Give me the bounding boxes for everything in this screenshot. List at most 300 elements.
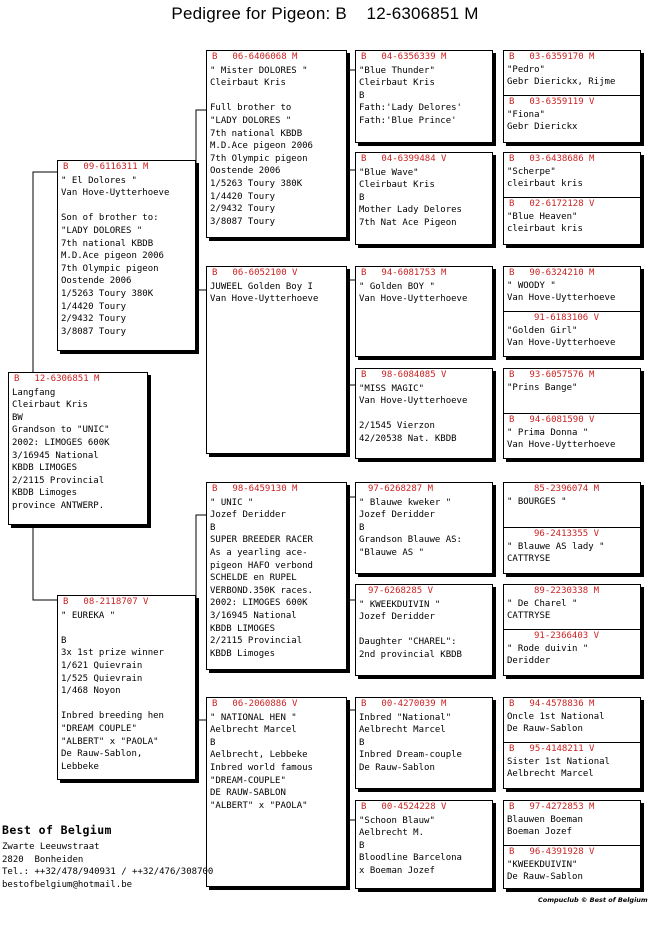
ring-number: 93-6057576 M xyxy=(529,370,595,380)
card-header xyxy=(210,483,343,496)
detail-line: 1/621 Quievrain xyxy=(61,660,143,671)
card-header xyxy=(507,630,637,643)
pair-top[interactable] xyxy=(507,369,637,413)
detail-line: KBDB Limoges xyxy=(210,648,276,659)
pigeon-card-gen4[interactable] xyxy=(355,482,493,574)
ring-number: 97-6268287 M xyxy=(368,484,434,494)
detail-line: Aelbrecht Marcel xyxy=(210,725,297,736)
detail-line: BW xyxy=(12,412,23,423)
connector-line xyxy=(196,168,206,290)
connector-line xyxy=(347,290,355,385)
sex-label: B xyxy=(212,268,218,278)
detail-line: Inbred Dream-couple xyxy=(359,750,462,761)
ring-number: 06-2060886 V xyxy=(232,699,298,709)
detail-line: VERBOND.350K races. xyxy=(210,585,313,596)
software-credit: Compuclub © Best of Belgium xyxy=(538,896,648,904)
detail-line: De Rauw-Sablon xyxy=(507,872,583,883)
ring-number: 94-4578836 M xyxy=(529,699,595,709)
card-header xyxy=(507,369,637,382)
detail-line: Aelbrecht Marcel xyxy=(507,769,594,780)
detail-line: " Rode duivin " xyxy=(507,643,589,654)
detail-line: 2/9432 Toury xyxy=(61,314,127,325)
pair-top[interactable] xyxy=(507,153,637,197)
pair-bottom[interactable] xyxy=(504,413,640,452)
pigeon-card-main[interactable] xyxy=(8,372,148,525)
detail-line: B xyxy=(359,90,365,101)
connector-line xyxy=(196,600,206,720)
ring-number: 06-6406068 M xyxy=(232,52,298,62)
detail-line: 7th national KBDB xyxy=(210,128,303,139)
detail-line: "DREAM COUPLE" xyxy=(61,723,137,734)
detail-line: Bloodline Barcelona xyxy=(359,853,462,864)
card-header xyxy=(359,153,489,166)
connector-line xyxy=(347,515,355,600)
detail-line: Gebr Dierickx, Rijme xyxy=(507,77,616,88)
detail-line: " KWEEKDUIVIN " xyxy=(359,599,441,610)
detail-line: 3/16945 National xyxy=(12,450,99,461)
pair-bottom[interactable] xyxy=(504,95,640,134)
detail-line: "Schoon Blauw" xyxy=(359,815,435,826)
sex-label: B xyxy=(509,199,515,209)
ring-number: 96-4391928 V xyxy=(529,847,595,857)
ring-number: 03-6438686 M xyxy=(529,154,595,164)
detail-line: 7th Olympic pigeon xyxy=(210,153,308,164)
connector-line xyxy=(347,720,355,820)
detail-line: Fath:'Blue Prince' xyxy=(359,115,457,126)
detail-line xyxy=(61,622,192,635)
card-details xyxy=(359,382,489,446)
detail-line: pigeon HAFO verbond xyxy=(210,560,313,571)
detail-line: 3/8087 Toury xyxy=(210,216,276,227)
pigeon-card-gen4[interactable] xyxy=(355,152,493,245)
detail-line: M.D.Ace pigeon 2006 xyxy=(210,141,313,152)
pigeon-pair-card[interactable] xyxy=(503,266,641,357)
detail-line: Van Hove-Uytterhoeve xyxy=(507,293,616,304)
card-header xyxy=(12,373,144,386)
detail-line: 7th Olympic pigeon xyxy=(61,263,159,274)
detail-line: B xyxy=(210,737,216,748)
detail-line: Cleirbaut Kris xyxy=(210,78,286,89)
detail-line: Inbred breeding hen xyxy=(61,711,164,722)
card-header xyxy=(210,698,343,711)
detail-line: " Golden BOY " xyxy=(359,281,435,292)
detail-line: Van Hove-Uytterhoeve xyxy=(507,338,616,349)
sex-label: B xyxy=(361,52,367,62)
pair-bottom[interactable] xyxy=(504,311,640,350)
detail-line: SCHELDE en RUPEL xyxy=(210,573,297,584)
detail-line: "Fiona" xyxy=(507,109,545,120)
detail-line: "LADY DOLORES " xyxy=(61,225,143,236)
pigeon-card-gen4[interactable] xyxy=(355,50,493,143)
detail-line: M.D.Ace pigeon 2006 xyxy=(61,251,164,262)
card-header xyxy=(507,528,637,541)
pigeon-card-gen4[interactable] xyxy=(355,584,493,676)
detail-line: "ALBERT" x "PAOLA" xyxy=(210,800,308,811)
detail-line: Full brother to xyxy=(210,103,292,114)
detail-line: SUPER BREEDER RACER xyxy=(210,535,313,546)
card-header xyxy=(507,198,637,211)
sex-label: B xyxy=(509,97,515,107)
pigeon-pair-card[interactable] xyxy=(503,800,641,889)
card-details xyxy=(359,814,489,878)
detail-line: Jozef Deridder xyxy=(359,612,435,623)
pigeon-card-fm[interactable] xyxy=(206,266,347,454)
detail-line: "Blue Thunder" xyxy=(359,65,435,76)
page-title: Pedigree for Pigeon: B 12-6306851 M xyxy=(171,4,479,23)
detail-line: "Blauwe AS " xyxy=(359,547,425,558)
pigeon-card-gen4[interactable] xyxy=(355,266,493,357)
sex-label: B xyxy=(361,370,367,380)
detail-line: B xyxy=(359,192,365,203)
address-street: Zwarte Leeuwstraat xyxy=(2,842,100,852)
card-header xyxy=(507,96,637,109)
card-header xyxy=(359,698,489,711)
detail-line: 3/16945 National xyxy=(210,610,297,621)
sex-label: B xyxy=(212,52,218,62)
detail-line: Van Hove-Uytterhoeve xyxy=(359,396,468,407)
card-details xyxy=(210,64,343,229)
detail-line: B xyxy=(61,635,67,646)
detail-line: "Blue Heaven" xyxy=(507,211,578,222)
ring-number: 97-6268285 V xyxy=(368,586,434,596)
detail-line: "Scherpe" xyxy=(507,166,556,177)
ring-number: 98-6084085 V xyxy=(381,370,447,380)
pair-top[interactable] xyxy=(507,483,637,527)
pair-bottom[interactable] xyxy=(504,527,640,566)
pigeon-pair-card[interactable] xyxy=(503,697,641,789)
ring-number: 94-6081590 V xyxy=(529,415,595,425)
card-header xyxy=(359,585,489,598)
card-details xyxy=(210,711,343,813)
detail-line: 1/5263 Toury 380K xyxy=(210,178,303,189)
card-header xyxy=(507,414,637,427)
detail-line: Cleirbaut Kris xyxy=(12,400,88,411)
detail-line: Aelbrecht M. xyxy=(359,828,425,839)
sex-label: B xyxy=(509,744,515,754)
detail-line: Inbred world famous xyxy=(210,762,313,773)
ring-number: 06-6052100 V xyxy=(232,268,298,278)
sex-label: B xyxy=(509,415,515,425)
pigeon-pair-card[interactable] xyxy=(503,152,641,245)
ring-number: 89-2230338 M xyxy=(534,586,600,596)
detail-line: "LADY DOLORES " xyxy=(210,115,292,126)
pigeon-card-gen4[interactable] xyxy=(355,800,493,889)
pigeon-pair-card[interactable] xyxy=(503,482,641,574)
detail-line: B xyxy=(359,737,365,748)
card-header xyxy=(359,369,489,382)
detail-line xyxy=(359,624,489,637)
sex-label: B xyxy=(212,699,218,709)
detail-line: Oostende 2006 xyxy=(210,166,281,177)
connector-line xyxy=(347,280,355,290)
sex-label: B xyxy=(509,154,515,164)
card-details xyxy=(210,496,343,661)
detail-line xyxy=(210,90,343,103)
sex-label: B xyxy=(509,847,515,857)
pair-top[interactable] xyxy=(507,801,637,845)
detail-line xyxy=(359,408,489,421)
detail-line: "Golden Girl" xyxy=(507,325,578,336)
connector-line xyxy=(33,172,57,372)
detail-line: De Rauw-Sablon xyxy=(507,724,583,735)
detail-line: " BOURGES " xyxy=(507,496,567,507)
sex-label: B xyxy=(361,699,367,709)
detail-line: As a yearling ace- xyxy=(210,547,308,558)
sex-label: B xyxy=(361,268,367,278)
ring-number: 02-6172128 V xyxy=(529,199,595,209)
detail-line xyxy=(61,200,192,213)
detail-line: Son of brother to: xyxy=(61,213,159,224)
detail-line: 1/525 Quievrain xyxy=(61,673,143,684)
detail-line: Grandson to "UNIC" xyxy=(12,425,110,436)
detail-line: 2002: LIMOGES 600K xyxy=(12,437,110,448)
detail-line: CATTRYSE xyxy=(507,554,551,565)
pigeon-card-gen4[interactable] xyxy=(355,368,493,459)
detail-line: Fath:'Lady Delores' xyxy=(359,103,462,114)
detail-line: Jozef Deridder xyxy=(359,510,435,521)
pair-top[interactable] xyxy=(507,698,637,742)
detail-line: Mother Lady Delores xyxy=(359,205,462,216)
detail-line: 7th national KBDB xyxy=(61,238,154,249)
pair-top[interactable] xyxy=(507,267,637,311)
detail-line: 1/4420 Toury xyxy=(210,191,276,202)
detail-line: " Mister DOLORES " xyxy=(210,65,308,76)
ring-number: 09-6116311 M xyxy=(83,162,149,172)
card-header xyxy=(359,267,489,280)
pigeon-pair-card[interactable] xyxy=(503,368,641,459)
detail-line: CATTRYSE xyxy=(507,611,551,622)
detail-line xyxy=(61,698,192,711)
card-header xyxy=(210,51,343,64)
ring-number: 08-2118707 V xyxy=(83,597,149,607)
ring-number: 98-6459130 M xyxy=(232,484,298,494)
detail-line: " NATIONAL HEN " xyxy=(210,712,297,723)
email-address[interactable]: bestofbelgium@hotmail.be xyxy=(2,879,133,890)
ring-number: 00-4270039 M xyxy=(381,699,447,709)
detail-line: " UNIC " xyxy=(210,497,254,508)
pigeon-card-mm[interactable] xyxy=(206,697,347,887)
sex-label: B xyxy=(14,374,20,384)
sex-label: B xyxy=(361,802,367,812)
detail-line: Van Hove-Uytterhoeve xyxy=(359,294,468,305)
pair-bottom[interactable] xyxy=(504,742,640,781)
card-header xyxy=(507,801,637,814)
card-details xyxy=(359,598,489,662)
detail-line: Oostende 2006 xyxy=(61,276,132,287)
card-header xyxy=(359,801,489,814)
detail-line: Inbred "National" xyxy=(359,712,452,723)
detail-line: Deridder xyxy=(507,656,551,667)
pigeon-card-ff[interactable] xyxy=(206,50,347,238)
sex-label: B xyxy=(509,802,515,812)
phone-numbers: Tel.: ++32/478/940931 / ++32/476/308700 xyxy=(2,867,214,878)
detail-line: 2/2115 Provincial xyxy=(210,636,303,647)
detail-line: 1/5263 Toury 380K xyxy=(61,288,154,299)
card-header xyxy=(61,596,192,609)
detail-line: cleirbaut kris xyxy=(507,224,583,235)
sex-label: B xyxy=(212,484,218,494)
ring-number: 97-4272853 M xyxy=(529,802,595,812)
detail-line: "Prins Bange" xyxy=(507,382,578,393)
detail-line: Langfang xyxy=(12,387,56,398)
pair-bottom[interactable] xyxy=(504,845,640,884)
detail-line: Grandson Blauwe AS: xyxy=(359,535,462,546)
sex-label: B xyxy=(361,154,367,164)
ring-number: 91-2366403 V xyxy=(534,631,600,641)
card-details xyxy=(359,280,489,306)
detail-line: Van Hove-Uytterhoeve xyxy=(507,440,616,451)
ring-number: 91-6183106 V xyxy=(534,313,600,323)
pigeon-card-father[interactable] xyxy=(57,160,196,351)
ring-number: 03-6359119 V xyxy=(529,97,595,107)
detail-line: Blauwen Boeman xyxy=(507,814,583,825)
card-header xyxy=(507,483,637,496)
ring-number: 03-6359170 M xyxy=(529,52,595,62)
card-header xyxy=(507,51,637,64)
card-header xyxy=(507,846,637,859)
pair-bottom[interactable] xyxy=(504,197,640,236)
detail-line: B xyxy=(359,522,365,533)
card-header xyxy=(359,483,489,496)
detail-line: Boeman Jozef xyxy=(507,827,573,838)
ring-number: 96-2413355 V xyxy=(534,529,600,539)
card-header xyxy=(507,743,637,756)
connector-line xyxy=(196,515,206,600)
connector-line xyxy=(347,110,355,170)
card-details xyxy=(210,280,343,306)
ring-number: 90-6324210 M xyxy=(529,268,595,278)
card-header xyxy=(507,267,637,280)
detail-line: Lebbeke xyxy=(61,761,99,772)
detail-line: " WOODY " xyxy=(507,280,556,291)
card-header xyxy=(61,161,192,174)
ring-number: 94-6081753 M xyxy=(381,268,447,278)
detail-line: 42/20538 Nat. KBDB xyxy=(359,433,457,444)
detail-line: "DREAM-COUPLE" xyxy=(210,775,286,786)
detail-line: " El Dolores " xyxy=(61,175,137,186)
detail-line: "ALBERT" x "PAOLA" xyxy=(61,736,159,747)
card-details xyxy=(359,711,489,775)
detail-line: Cleirbaut Kris xyxy=(359,78,435,89)
pigeon-card-mf[interactable] xyxy=(206,482,347,670)
detail-line: "Pedro" xyxy=(507,64,545,75)
address-city: 2820 Bonheiden xyxy=(2,854,84,865)
ring-number: 12-6306851 M xyxy=(34,374,100,384)
detail-line: cleirbaut kris xyxy=(507,179,583,190)
detail-line: 2002: LIMOGES 600K xyxy=(210,598,308,609)
sex-label: B xyxy=(509,268,515,278)
connector-line xyxy=(33,525,57,600)
card-header xyxy=(210,267,343,280)
card-header xyxy=(359,51,489,64)
ring-number: 00-4524228 V xyxy=(381,802,447,812)
detail-line: KBDB Limoges xyxy=(12,488,78,499)
breeder-brand-name: Best of Belgium xyxy=(2,823,112,837)
detail-line: "Blue Wave" xyxy=(359,167,419,178)
detail-line: Oncle 1st National xyxy=(507,711,605,722)
card-header xyxy=(507,312,637,325)
detail-line: DE RAUW-SABLON xyxy=(210,788,286,799)
connector-line xyxy=(347,497,355,515)
detail-line: province ANTWERP. xyxy=(12,500,105,511)
pair-top[interactable] xyxy=(507,51,637,95)
detail-line: "KWEEKDUIVIN" xyxy=(507,859,578,870)
detail-line: De Rauw-Sablon, xyxy=(61,749,143,760)
detail-line: " EUREKA " xyxy=(61,610,116,621)
pair-top[interactable] xyxy=(507,585,637,629)
detail-line: Daughter "CHAREL": xyxy=(359,637,457,648)
detail-line: 7th Nat Ace Pigeon xyxy=(359,217,457,228)
sex-label: B xyxy=(63,162,69,172)
detail-line: 1/468 Noyon xyxy=(61,686,121,697)
card-details xyxy=(61,174,192,339)
detail-line: " Blauwe kweker " xyxy=(359,497,452,508)
ring-number: 04-6399484 V xyxy=(381,154,447,164)
detail-line: x Boeman Jozef xyxy=(359,865,435,876)
detail-line: B xyxy=(210,522,216,533)
card-details xyxy=(61,609,192,774)
detail-line: Sister 1st National xyxy=(507,756,610,767)
card-details xyxy=(359,64,489,128)
detail-line: B xyxy=(359,840,365,851)
sex-label: B xyxy=(509,52,515,62)
detail-line: 3x 1st prize winner xyxy=(61,648,164,659)
detail-line: " De Charel " xyxy=(507,598,578,609)
pigeon-pair-card[interactable] xyxy=(503,584,641,676)
detail-line: Gebr Dierickx xyxy=(507,122,578,133)
detail-line: JUWEEL Golden Boy I xyxy=(210,281,313,292)
detail-line: 2/1545 Vierzon xyxy=(359,421,435,432)
ring-number: 85-2396074 M xyxy=(534,484,600,494)
detail-line: Aelbrecht Marcel xyxy=(359,725,446,736)
breeder-contact-block xyxy=(2,823,213,891)
connector-line xyxy=(347,70,355,110)
pair-bottom[interactable] xyxy=(504,629,640,668)
detail-line: Van Hove-Uytterhoeve xyxy=(210,294,319,305)
detail-line: "MISS MAGIC" xyxy=(359,383,425,394)
connector-line xyxy=(196,110,206,168)
detail-line: " Prima Donna " xyxy=(507,427,589,438)
detail-line: Cleirbaut Kris xyxy=(359,180,435,191)
card-header xyxy=(507,153,637,166)
pigeon-card-gen4[interactable] xyxy=(355,697,493,789)
detail-line: De Rauw-Sablon xyxy=(359,762,435,773)
pigeon-pair-card[interactable] xyxy=(503,50,641,143)
ring-number: 95-4148211 V xyxy=(529,744,595,754)
detail-line: KBDB LIMOGES xyxy=(12,463,78,474)
connector-line xyxy=(347,710,355,720)
sex-label: B xyxy=(509,370,515,380)
detail-line: " Blauwe AS lady " xyxy=(507,541,605,552)
detail-line: 2/2115 Provincial xyxy=(12,475,105,486)
card-header xyxy=(507,585,637,598)
detail-line: 3/8087 Toury xyxy=(61,326,127,337)
sex-label: B xyxy=(63,597,69,607)
pigeon-card-mother[interactable] xyxy=(57,595,196,780)
card-details xyxy=(359,496,489,560)
card-details xyxy=(359,166,489,230)
detail-line: KBDB LIMOGES xyxy=(210,623,276,634)
detail-line: 1/4420 Toury xyxy=(61,301,127,312)
detail-line: Van Hove-Uytterhoeve xyxy=(61,188,170,199)
card-header xyxy=(507,698,637,711)
ring-number: 04-6356339 M xyxy=(381,52,447,62)
detail-line: 2nd provincial KBDB xyxy=(359,649,462,660)
detail-line: 2/9432 Toury xyxy=(210,204,276,215)
detail-line: Jozef Deridder xyxy=(210,510,286,521)
card-details xyxy=(12,386,144,513)
sex-label: B xyxy=(509,699,515,709)
